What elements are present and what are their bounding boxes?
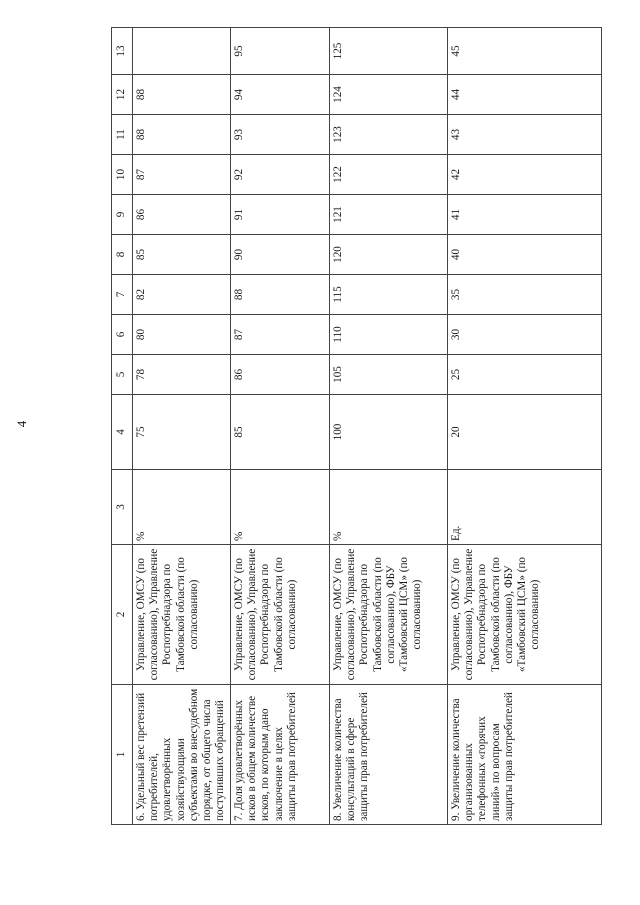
indicator-cell: 7. Доля удовлетворённых исков в общем количестве исков, по которым дано заключение в целях защиты прав потребителей bbox=[231, 685, 330, 825]
value-cell: 90 bbox=[231, 235, 330, 275]
executor-cell: Управление, ОМСУ (по согласованию), Управление Роспотребнадзора по Тамбовской области (по согласованию), ФБУ «Тамбовский ЦСМ» (по согласованию) bbox=[448, 545, 602, 685]
value-cell: 120 bbox=[330, 235, 448, 275]
value-cell: 40 bbox=[448, 235, 602, 275]
column-number: 5 bbox=[112, 355, 133, 395]
value-cell bbox=[133, 28, 231, 75]
value-cell: 91 bbox=[231, 195, 330, 235]
indicator-cell: 6. Удельный вес претензий потребителей, удовлетворённых хозяйствующими субъектами во внесудебном порядке, от общего числа поступивших обращений bbox=[133, 685, 231, 825]
value-cell: 42 bbox=[448, 155, 602, 195]
column-number: 9 bbox=[112, 195, 133, 235]
value-cell: 44 bbox=[448, 75, 602, 115]
indicator-cell: 8. Увеличение количества консультаций в сфере защиты прав потребителей bbox=[330, 685, 448, 825]
value-cell: 82 bbox=[133, 275, 231, 315]
value-cell: 124 bbox=[330, 75, 448, 115]
value-cell: 30 bbox=[448, 315, 602, 355]
value-cell: 105 bbox=[330, 355, 448, 395]
value-cell: 35 bbox=[448, 275, 602, 315]
column-number: 6 bbox=[112, 315, 133, 355]
value-cell: 85 bbox=[133, 235, 231, 275]
column-number: 2 bbox=[112, 545, 133, 685]
unit-cell: % bbox=[231, 470, 330, 545]
value-cell: 85 bbox=[231, 395, 330, 470]
value-cell: 110 bbox=[330, 315, 448, 355]
value-cell: 25 bbox=[448, 355, 602, 395]
table-row bbox=[133, 28, 231, 825]
column-number-row bbox=[112, 28, 133, 825]
value-cell: 125 bbox=[330, 28, 448, 75]
value-cell: 20 bbox=[448, 395, 602, 470]
value-cell: 43 bbox=[448, 115, 602, 155]
value-cell: 121 bbox=[330, 195, 448, 235]
table-row bbox=[330, 28, 448, 825]
table-row bbox=[231, 28, 330, 825]
value-cell: 123 bbox=[330, 115, 448, 155]
rotated-table-container bbox=[111, 28, 595, 825]
unit-cell: Ед. bbox=[448, 470, 602, 545]
column-number: 10 bbox=[112, 155, 133, 195]
column-number: 3 bbox=[112, 470, 133, 545]
unit-cell: % bbox=[330, 470, 448, 545]
value-cell: 78 bbox=[133, 355, 231, 395]
value-cell: 95 bbox=[231, 28, 330, 75]
value-cell: 41 bbox=[448, 195, 602, 235]
column-number: 4 bbox=[112, 395, 133, 470]
column-number: 1 bbox=[112, 685, 133, 825]
value-cell: 88 bbox=[133, 75, 231, 115]
value-cell: 45 bbox=[448, 28, 602, 75]
column-number: 13 bbox=[112, 28, 133, 75]
executor-cell: Управление, ОМСУ (по согласованию), Управление Роспотребнадзора по Тамбовской области (по согласованию), ФБУ «Тамбовский ЦСМ» (по согласованию) bbox=[330, 545, 448, 685]
executor-cell: Управление, ОМСУ (по согласованию), Управление Роспотребнадзора по Тамбовской области (по согласованию) bbox=[133, 545, 231, 685]
value-cell: 80 bbox=[133, 315, 231, 355]
value-cell: 93 bbox=[231, 115, 330, 155]
column-number: 11 bbox=[112, 115, 133, 155]
value-cell: 86 bbox=[231, 355, 330, 395]
value-cell: 115 bbox=[330, 275, 448, 315]
value-cell: 92 bbox=[231, 155, 330, 195]
value-cell: 122 bbox=[330, 155, 448, 195]
page-number: 4 bbox=[14, 420, 29, 428]
indicator-cell: 9. Увеличение количества организованных телефонных «горячих линий» по вопросам защиты прав потребителей bbox=[448, 685, 602, 825]
value-cell: 87 bbox=[133, 155, 231, 195]
value-cell: 94 bbox=[231, 75, 330, 115]
executor-cell: Управление, ОМСУ (по согласованию), Управление Роспотребнадзора по Тамбовской области (по согласованию) bbox=[231, 545, 330, 685]
value-cell: 87 bbox=[231, 315, 330, 355]
indicators-table bbox=[111, 27, 602, 825]
value-cell: 75 bbox=[133, 395, 231, 470]
value-cell: 88 bbox=[133, 115, 231, 155]
value-cell: 100 bbox=[330, 395, 448, 470]
value-cell: 86 bbox=[133, 195, 231, 235]
unit-cell: % bbox=[133, 470, 231, 545]
column-number: 12 bbox=[112, 75, 133, 115]
value-cell: 88 bbox=[231, 275, 330, 315]
column-number: 7 bbox=[112, 275, 133, 315]
column-number: 8 bbox=[112, 235, 133, 275]
table-row bbox=[448, 28, 602, 825]
